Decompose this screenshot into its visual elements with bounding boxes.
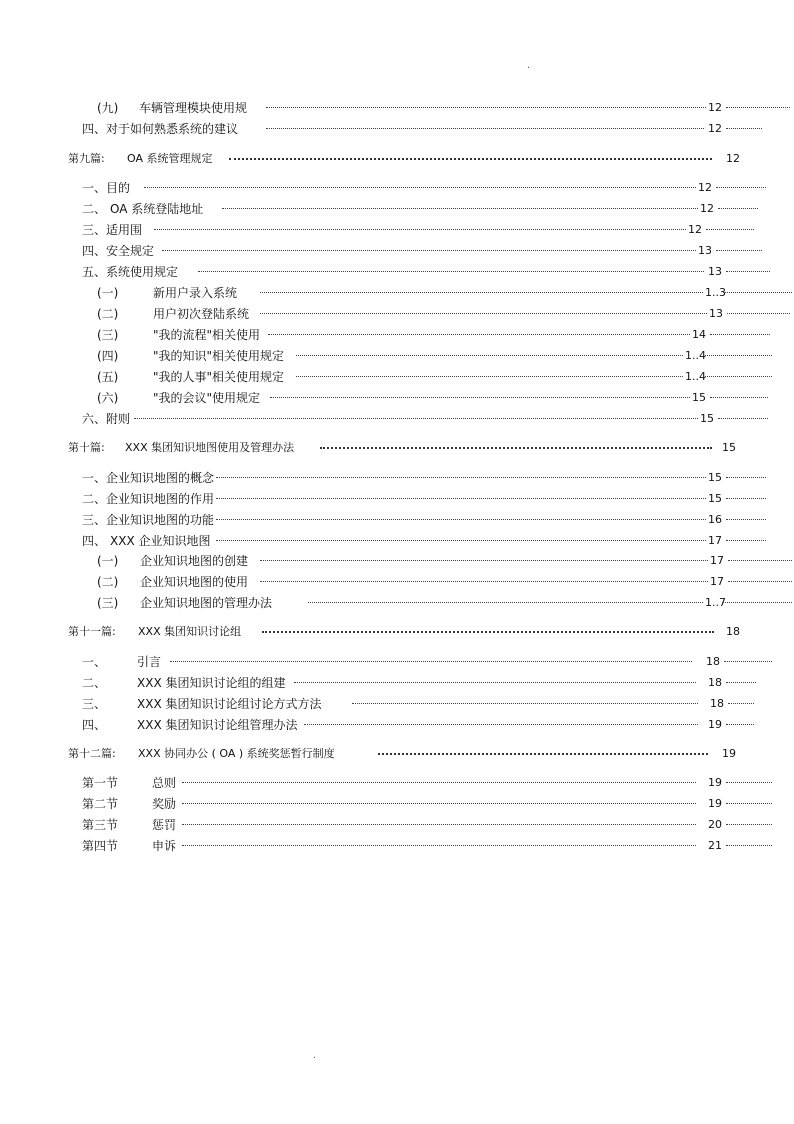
- dot-leader: [154, 221, 686, 230]
- toc-entry-row[interactable]: [0, 200, 794, 218]
- dot-leader: [144, 179, 696, 188]
- dot-leader-tail: [726, 469, 766, 478]
- dot-leader-tail: [726, 716, 754, 725]
- toc-entry-title: XXX 集团知识讨论组的组建: [137, 676, 286, 690]
- toc-entry-title: 惩罚: [152, 818, 177, 832]
- page-number: 12: [698, 181, 712, 194]
- toc-entry-row[interactable]: [0, 242, 794, 260]
- toc-entry-row[interactable]: [0, 347, 794, 365]
- toc-entry-title: XXX 集团知识地图使用及管理办法: [125, 441, 295, 454]
- page-number: 18: [708, 676, 722, 689]
- toc-entry-label: 六、附则: [82, 412, 131, 426]
- toc-entry-title: 引言: [137, 655, 162, 669]
- page-number: 14: [692, 328, 706, 341]
- toc-entry-title: OA 系统管理规定: [127, 152, 213, 165]
- toc-entry-title: 总则: [152, 776, 177, 790]
- dot-leader-tail: [726, 511, 766, 520]
- toc-entry-label: 一、目的: [82, 181, 131, 195]
- toc-entry-row[interactable]: [0, 305, 794, 323]
- toc-entry-label: 第十一篇:: [68, 625, 116, 638]
- toc-entry-row[interactable]: [0, 816, 794, 834]
- dot-leader: [260, 284, 703, 293]
- page-number: 17: [708, 534, 722, 547]
- toc-entry-row[interactable]: [0, 716, 794, 734]
- dot-leader: [198, 263, 704, 272]
- dot-leader: [268, 326, 690, 335]
- dot-leader-tail: [728, 573, 792, 582]
- dot-leader: [182, 774, 696, 783]
- page-number: 20: [708, 818, 722, 831]
- page-number: 18: [710, 697, 724, 710]
- dot-leader-tail: [726, 120, 762, 129]
- toc-entry-row[interactable]: [0, 511, 794, 529]
- toc-entry-title: "我的知识"相关使用规定: [153, 349, 285, 363]
- page-number: 18: [706, 655, 720, 668]
- page-number: 15: [692, 391, 706, 404]
- toc-entry-label: 三、企业知识地图的功能: [82, 513, 215, 527]
- page-number: 21: [708, 839, 722, 852]
- toc-entry-label: 二、: [82, 202, 107, 216]
- page-number: 19: [708, 797, 722, 810]
- dot-leader-tail: [726, 795, 772, 804]
- toc-entry-row[interactable]: [0, 469, 794, 487]
- toc-entry-label: 三、适用围: [82, 223, 143, 237]
- toc-entry-label: (九): [97, 101, 119, 115]
- dot-leader: [294, 674, 696, 683]
- toc-entry-title: "我的流程"相关使用: [153, 328, 261, 342]
- toc-entry-row[interactable]: [0, 99, 794, 117]
- toc-entry-label: (四): [97, 349, 119, 363]
- toc-entry-row[interactable]: [0, 368, 794, 386]
- toc-entry-label: 第三节: [82, 818, 119, 832]
- page-number: 12: [726, 152, 740, 165]
- toc-entry-label: 四、对于如何熟悉系统的建议: [82, 122, 239, 136]
- toc-entry-label: 四、: [82, 534, 107, 548]
- toc-entry-label: 第二节: [82, 797, 119, 811]
- toc-section-row[interactable]: [0, 150, 794, 168]
- page-number: 1..4: [685, 349, 706, 362]
- toc-entry-title: 企业知识地图的管理办法: [140, 596, 273, 610]
- toc-entry-row[interactable]: [0, 284, 794, 302]
- toc-entry-row[interactable]: [0, 837, 794, 855]
- toc-entry-row[interactable]: [0, 490, 794, 508]
- toc-entry-row[interactable]: [0, 653, 794, 671]
- dot-leader: [304, 716, 698, 725]
- page-number: 15: [708, 492, 722, 505]
- toc-entry-label: (五): [97, 370, 119, 384]
- toc-entry-label: 第一节: [82, 776, 119, 790]
- bottom-dot-mark: .: [313, 1050, 317, 1061]
- page-number: 19: [708, 776, 722, 789]
- dot-leader: [262, 623, 714, 633]
- toc-section-row[interactable]: [0, 745, 794, 763]
- toc-entry-title: XXX 集团知识讨论组管理办法: [137, 718, 298, 732]
- toc-entry-row[interactable]: [0, 120, 794, 138]
- toc-entry-label: 二、: [82, 676, 107, 690]
- dot-leader-tail: [718, 200, 758, 209]
- page-number: 15: [708, 471, 722, 484]
- page-number: 19: [722, 747, 736, 760]
- toc-entry-title: 企业知识地图的使用: [140, 575, 249, 589]
- page-number: 1..7: [705, 596, 726, 609]
- page-number: 18: [726, 625, 740, 638]
- page-number: 13: [708, 265, 722, 278]
- toc-entry-title: "我的会议"使用规定: [153, 391, 261, 405]
- toc-entry-label: 三、: [82, 697, 107, 711]
- dot-leader-tail: [710, 389, 768, 398]
- toc-entry-row[interactable]: [0, 221, 794, 239]
- toc-entry-title: XXX 集团知识讨论组: [138, 625, 242, 638]
- toc-entry-title: XXX 集团知识讨论组讨论方式方法: [137, 697, 322, 711]
- dot-leader-tail: [710, 326, 770, 335]
- dot-leader-tail: [726, 263, 770, 272]
- dot-leader-tail: [703, 347, 772, 356]
- toc-entry-title: 用户初次登陆系统: [153, 307, 250, 321]
- toc-entry-row[interactable]: [0, 532, 794, 550]
- toc-entry-row[interactable]: [0, 179, 794, 197]
- toc-entry-title: 奖励: [152, 797, 177, 811]
- toc-section-row[interactable]: [0, 623, 794, 641]
- dot-leader: [216, 511, 706, 520]
- toc-entry-label: (三): [97, 596, 119, 610]
- toc-entry-label: 一、企业知识地图的概念: [82, 471, 215, 485]
- page-number: 1..3: [705, 286, 726, 299]
- toc-entry-label: (一): [97, 554, 119, 568]
- dot-leader: [170, 653, 692, 662]
- toc-entry-row[interactable]: [0, 326, 794, 344]
- dot-leader-tail: [726, 674, 756, 683]
- dot-leader-tail: [728, 695, 754, 704]
- dot-leader: [216, 490, 706, 499]
- dot-leader: [352, 695, 698, 704]
- toc-entry-label: (六): [97, 391, 119, 405]
- dot-leader-tail: [726, 532, 766, 541]
- toc-entry-label: 四、安全规定: [82, 244, 155, 258]
- dot-leader: [320, 439, 712, 449]
- dot-leader: [270, 389, 690, 398]
- dot-leader-tail: [723, 594, 792, 603]
- toc-entry-label: (一): [97, 286, 119, 300]
- dot-leader-tail: [723, 284, 792, 293]
- toc-entry-title: XXX 企业知识地图: [110, 534, 211, 548]
- dot-leader: [162, 242, 696, 251]
- page-number: 12: [708, 101, 722, 114]
- toc-entry-row[interactable]: [0, 594, 794, 612]
- toc-entry-row[interactable]: [0, 695, 794, 713]
- dot-leader: [182, 795, 696, 804]
- toc-entry-title: 企业知识地图的创建: [140, 554, 249, 568]
- page-number: 15: [700, 412, 714, 425]
- dot-leader: [216, 469, 706, 478]
- dot-leader: [296, 347, 683, 356]
- dot-leader-tail: [726, 774, 772, 783]
- dot-leader: [260, 552, 708, 561]
- page-number: 15: [722, 441, 736, 454]
- toc-entry-label: 第九篇:: [68, 152, 105, 165]
- toc-entry-row[interactable]: [0, 410, 794, 428]
- toc-entry-label: 第四节: [82, 839, 119, 853]
- toc-entry-label: (三): [97, 328, 119, 342]
- toc-entry-title: 新用户录入系统: [153, 286, 238, 300]
- toc-entry-row[interactable]: [0, 774, 794, 792]
- page-number: 12: [700, 202, 714, 215]
- dot-leader-tail: [726, 816, 772, 825]
- dot-leader: [229, 150, 712, 160]
- toc-entry-label: 四、: [82, 718, 107, 732]
- toc-entry-label: 第十篇:: [68, 441, 105, 454]
- dot-leader: [308, 594, 703, 603]
- dot-leader: [222, 200, 698, 209]
- dot-leader-tail: [724, 653, 772, 662]
- dot-leader: [182, 837, 696, 846]
- page-number: 17: [710, 575, 724, 588]
- dot-leader: [378, 745, 708, 755]
- toc-entry-label: 五、系统使用规定: [82, 265, 179, 279]
- page-number: 19: [708, 718, 722, 731]
- dot-leader-tail: [726, 490, 766, 499]
- page-number: 13: [709, 307, 723, 320]
- page-number: 17: [710, 554, 724, 567]
- toc-entry-title: 车辆管理模块使用规: [139, 101, 248, 115]
- dot-leader: [296, 368, 683, 377]
- toc-section-row[interactable]: [0, 439, 794, 457]
- dot-leader-tail: [728, 552, 792, 561]
- dot-leader-tail: [726, 837, 772, 846]
- dot-leader-tail: [718, 410, 768, 419]
- dot-leader-tail: [727, 305, 790, 314]
- toc-entry-row[interactable]: [0, 573, 794, 591]
- toc-entry-title: 申诉: [152, 839, 177, 853]
- page-number: 16: [708, 513, 722, 526]
- dot-leader-tail: [703, 368, 772, 377]
- toc-entry-label: 二、企业知识地图的作用: [82, 492, 215, 506]
- toc-entry-row[interactable]: [0, 674, 794, 692]
- toc-entry-row[interactable]: [0, 795, 794, 813]
- dot-leader: [266, 99, 706, 108]
- page-number: 12: [688, 223, 702, 236]
- toc-entry-label: 第十二篇:: [68, 747, 116, 760]
- dot-leader: [134, 410, 698, 419]
- toc-entry-label: (二): [97, 307, 119, 321]
- dot-leader-tail: [716, 179, 766, 188]
- dot-leader-tail: [716, 242, 762, 251]
- dot-leader-tail: [706, 221, 754, 230]
- toc-entry-row[interactable]: [0, 552, 794, 570]
- dot-leader: [266, 120, 704, 129]
- dot-leader: [182, 816, 696, 825]
- page-number: 13: [698, 244, 712, 257]
- toc-entry-label: (二): [97, 575, 119, 589]
- toc-entry-label: 一、: [82, 655, 107, 669]
- page-number: 1..4: [685, 370, 706, 383]
- toc-entry-title: OA 系统登陆地址: [110, 202, 204, 216]
- toc-entry-row[interactable]: [0, 263, 794, 281]
- dot-leader-tail: [726, 99, 790, 108]
- top-dot-mark: .: [527, 60, 531, 71]
- page-number: 12: [708, 122, 722, 135]
- toc-entry-title: "我的人事"相关使用规定: [153, 370, 285, 384]
- dot-leader: [216, 532, 706, 541]
- dot-leader: [260, 305, 707, 314]
- dot-leader: [260, 573, 708, 582]
- toc-entry-title: XXX 协同办公 ( OA ) 系统奖惩暂行制度: [138, 747, 335, 760]
- toc-entry-row[interactable]: [0, 389, 794, 407]
